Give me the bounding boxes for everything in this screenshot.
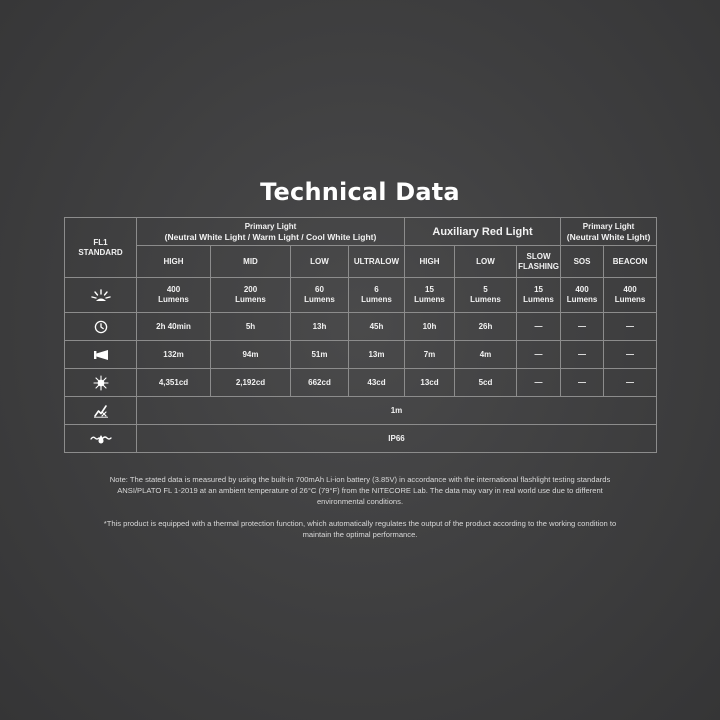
- intensity-icon: [65, 369, 137, 397]
- table-cell: 13m: [349, 341, 405, 369]
- mode-header: BEACON: [604, 246, 657, 278]
- table-cell: 13cd: [405, 369, 455, 397]
- table-row: [65, 278, 657, 313]
- table-row: [65, 341, 657, 369]
- table-cell: 10h: [405, 313, 455, 341]
- table-cell: 7m: [405, 341, 455, 369]
- standard-label: FL1 STANDARD: [65, 218, 137, 278]
- mode-header: SOS: [561, 246, 604, 278]
- table-cell: —: [517, 313, 561, 341]
- table-cell: 94m: [211, 341, 291, 369]
- table-cell: 662cd: [291, 369, 349, 397]
- group-auxiliary-red-light: Auxiliary Red Light: [405, 218, 561, 246]
- table-cell: —: [604, 313, 657, 341]
- mode-header: LOW: [455, 246, 517, 278]
- brightness-icon: [65, 278, 137, 313]
- table-cell: 4m: [455, 341, 517, 369]
- table-cell: —: [561, 369, 604, 397]
- mode-header: HIGH: [137, 246, 211, 278]
- table-cell: 5 Lumens: [455, 278, 517, 313]
- table-row: [65, 425, 657, 453]
- technical-data-table: [64, 217, 657, 453]
- mode-header: HIGH: [405, 246, 455, 278]
- measurement-note: Note: The stated data is measured by using the built-in 700mAh Li-ion battery (3.85V) in accordance with the international flashlight testing standards ANSI/PLATO FL 1-2019 at an ambient temperature of 26°C (79°F) from the NITECORE Lab. The data may vary in real world use due to different environmental conditions.: [109, 475, 611, 506]
- mode-header: LOW: [291, 246, 349, 278]
- waterproof-value: IP66: [137, 425, 657, 453]
- table-cell: 45h: [349, 313, 405, 341]
- table-row: [65, 313, 657, 341]
- mode-header: SLOW FLASHING: [517, 246, 561, 278]
- thermal-protection-note: *This product is equipped with a thermal protection function, which automatically regulates the output of the product according to the working condition to maintain the optimal performance.: [103, 519, 617, 539]
- table-row: [65, 369, 657, 397]
- table-cell: 132m: [137, 341, 211, 369]
- table-cell: —: [517, 341, 561, 369]
- table-cell: —: [561, 313, 604, 341]
- page-title: Technical Data: [260, 178, 460, 206]
- table-cell: 2,192cd: [211, 369, 291, 397]
- impact-resistance-icon: [65, 397, 137, 425]
- table-cell: 43cd: [349, 369, 405, 397]
- mode-header: ULTRALOW: [349, 246, 405, 278]
- table-row: [65, 397, 657, 425]
- table-cell: 2h 40min: [137, 313, 211, 341]
- table-cell: 6 Lumens: [349, 278, 405, 313]
- table-cell: 5h: [211, 313, 291, 341]
- table-cell: 13h: [291, 313, 349, 341]
- group-primary-light-neutral: Primary Light (Neutral White Light): [561, 218, 657, 246]
- table-cell: 60 Lumens: [291, 278, 349, 313]
- beam-distance-icon: [65, 341, 137, 369]
- table-cell: 4,351cd: [137, 369, 211, 397]
- group-primary-light: Primary Light (Neutral White Light / Warm Light / Cool White Light): [137, 218, 405, 246]
- table-cell: 400 Lumens: [137, 278, 211, 313]
- table-cell: —: [561, 341, 604, 369]
- table-cell: 15 Lumens: [405, 278, 455, 313]
- table-cell: —: [604, 369, 657, 397]
- table-cell: 400 Lumens: [604, 278, 657, 313]
- table-cell: 51m: [291, 341, 349, 369]
- clock-icon: [65, 313, 137, 341]
- table-cell: 5cd: [455, 369, 517, 397]
- table-cell: 200 Lumens: [211, 278, 291, 313]
- table-cell: —: [517, 369, 561, 397]
- mode-header: MID: [211, 246, 291, 278]
- waterproof-icon: [65, 425, 137, 453]
- impact-resistance-value: 1m: [137, 397, 657, 425]
- table-cell: 15 Lumens: [517, 278, 561, 313]
- table-cell: 400 Lumens: [561, 278, 604, 313]
- table-cell: 26h: [455, 313, 517, 341]
- table-cell: —: [604, 341, 657, 369]
